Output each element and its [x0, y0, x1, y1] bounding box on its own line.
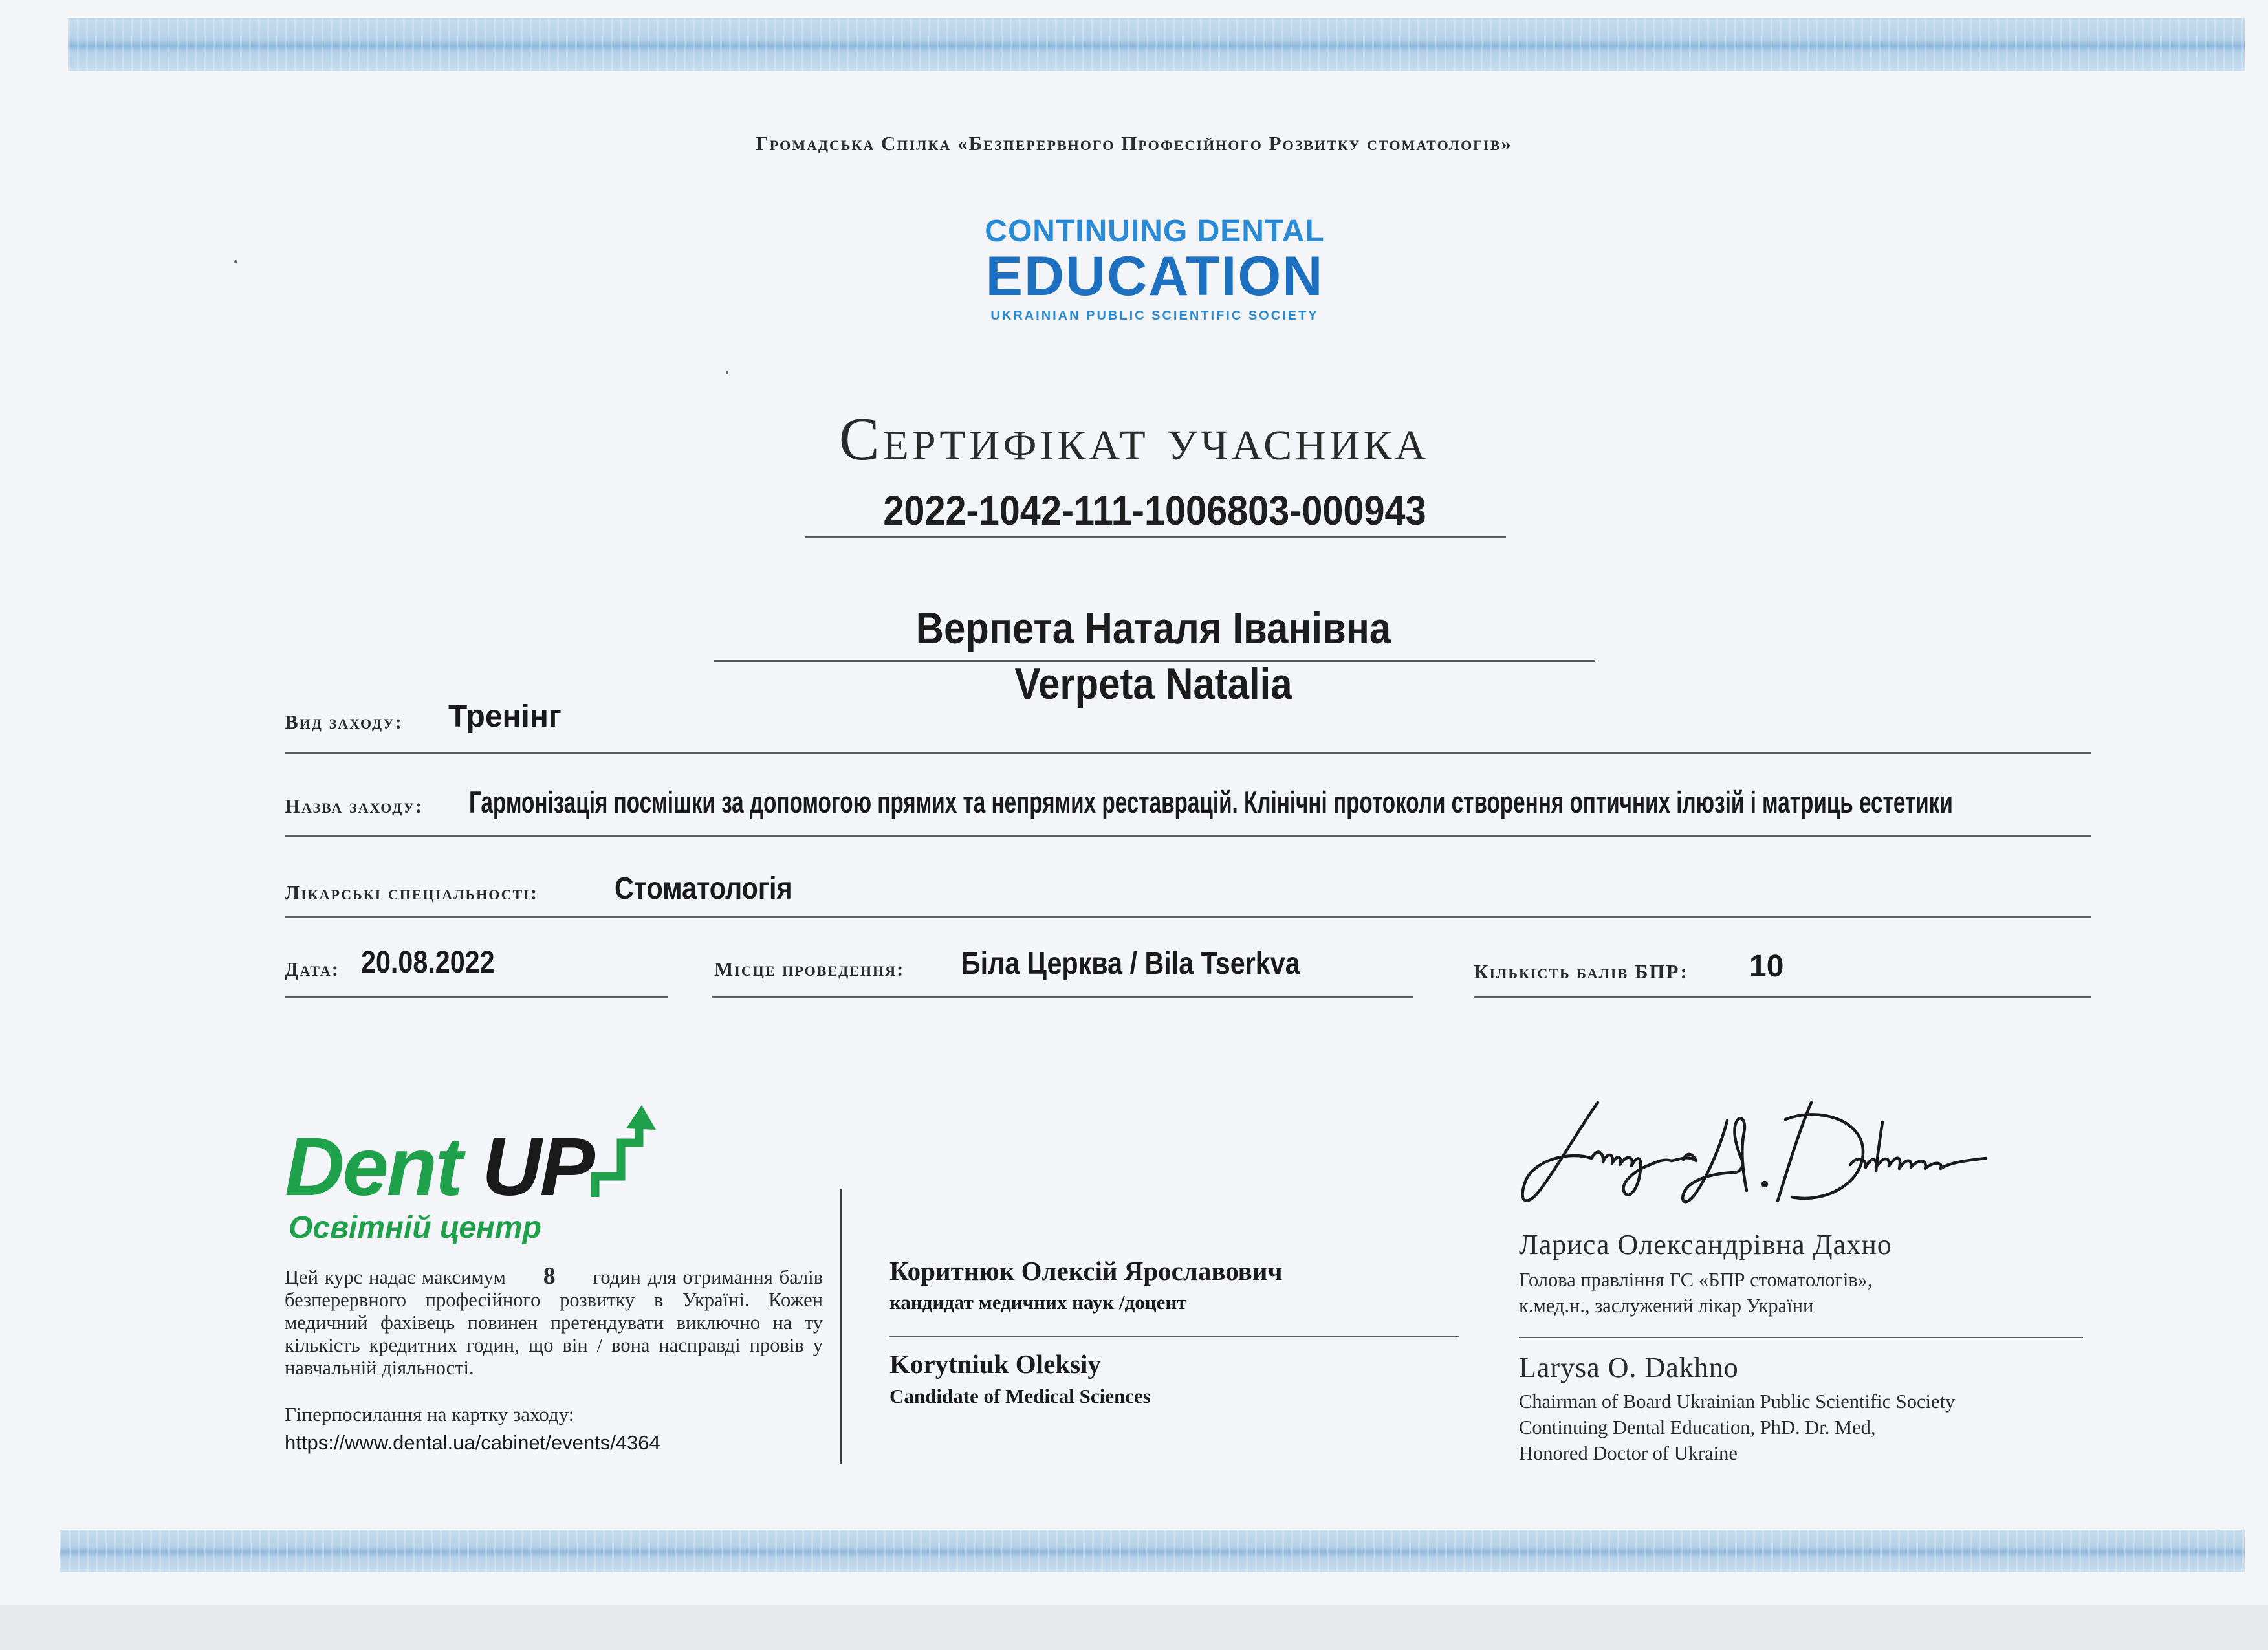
- lecturer-title-uk: кандидат медичних наук /доцент: [889, 1291, 1187, 1314]
- dentup-logo: [285, 1100, 673, 1255]
- points-value: 10: [1749, 949, 1784, 984]
- cde-logo: [964, 214, 1346, 330]
- signatory-role-uk-2: к.мед.н., заслужений лікар України: [1519, 1295, 1814, 1317]
- vertical-divider: [840, 1189, 842, 1464]
- signatory-role-en-3: Honored Doctor of Ukraine: [1519, 1442, 1738, 1464]
- date-underline: [285, 996, 668, 998]
- points-label: Кількість балів БПР:: [1474, 960, 1688, 983]
- cde-logo-line3: UKRAINIAN PUBLIC SCIENTIFIC SOCIETY: [990, 309, 1319, 323]
- signatory-role-uk-1: Голова правління ГС «БПР стоматологів»,: [1519, 1269, 1873, 1291]
- event-name-label: Назва заходу:: [285, 795, 424, 817]
- signatory-divider: [1519, 1337, 2083, 1338]
- date-label: Дата:: [285, 958, 340, 980]
- signatory-name-en: Larysa O. Dakhno: [1519, 1352, 1739, 1383]
- place-value: Біла Церква / Bila Tserkva: [961, 947, 1300, 981]
- participant-name-uk: Верпета Наталя Іванівна: [915, 604, 1391, 653]
- specialties-underline: [285, 916, 2091, 918]
- event-type-value: Тренінг: [448, 699, 562, 734]
- dentup-logo-subtitle: Освітній центр: [289, 1211, 541, 1245]
- cde-logo-line1: CONTINUING DENTAL: [985, 214, 1325, 248]
- certificate-number: 2022-1042-111-1006803-000943: [883, 487, 1426, 534]
- lecturer-name-en: Korytniuk Oleksiy: [889, 1349, 1101, 1379]
- signatory-name-uk: Лариса Олександрівна Дахно: [1519, 1229, 1892, 1260]
- points-underline: [1474, 996, 2091, 998]
- bottom-decorative-band: [60, 1530, 2245, 1572]
- event-type-underline: [285, 752, 2091, 754]
- lecturer-divider: [889, 1336, 1459, 1337]
- dentup-logo-wordmark: [285, 1119, 593, 1215]
- participant-name-en: Verpeta Natalia: [1014, 659, 1292, 709]
- society-name: Громадська Спілка «Безперервного Професійного Розвитку стоматологів»: [756, 132, 1512, 155]
- course-hours-value: 8: [543, 1262, 556, 1290]
- handwritten-signature: [1514, 1094, 1992, 1223]
- dentup-logo-up: UP: [482, 1121, 593, 1213]
- event-type-label: Вид заходу:: [285, 710, 403, 733]
- scan-speck: [726, 371, 728, 374]
- place-label: Місце проведення:: [714, 958, 905, 980]
- number-underline: [805, 536, 1506, 538]
- dentup-logo-dent: Dent: [285, 1121, 482, 1213]
- signatory-role-en-1: Chairman of Board Ukrainian Public Scientific Society: [1519, 1391, 1956, 1413]
- event-link-url[interactable]: https://www.dental.ua/cabinet/events/4364: [285, 1431, 660, 1454]
- event-name-underline: [285, 835, 2091, 837]
- growth-arrow-icon: [589, 1100, 673, 1210]
- cde-logo-line2: EDUCATION: [985, 245, 1324, 307]
- specialties-value: Стоматологія: [615, 872, 792, 906]
- signatory-role-en-2: Continuing Dental Education, PhD. Dr. Med,: [1519, 1416, 1876, 1438]
- scan-background-edge: [0, 1605, 2268, 1650]
- date-value: 20.08.2022: [361, 945, 495, 980]
- certificate-title: Сертифікат учасника: [838, 406, 1430, 473]
- lecturer-title-en: Candidate of Medical Sciences: [889, 1385, 1151, 1407]
- scan-speck: [234, 260, 237, 263]
- event-name-value: Гармонізація посмішки за допомогою прямих та непрямих реставрацій. Клінічні протоколи створення оптичних ілюзій і матриць естетики: [469, 785, 1953, 819]
- lecturer-name-uk: Коритнюк Олексій Ярославович: [889, 1256, 1283, 1286]
- top-decorative-band: [68, 18, 2245, 71]
- specialties-label: Лікарські спеціальності:: [285, 881, 539, 904]
- event-link-label: Гіперпосилання на картку заходу:: [285, 1403, 574, 1425]
- place-underline: [712, 996, 1413, 998]
- course-note-end: годин для отримання балів безперервного професійного розвитку в Україні. Кожен медичний фахівець повинен претендувати виключно на ту кількість кредитних годин, що він / вона насправді провів у навчальній діяльності.: [285, 1266, 823, 1379]
- course-note-start: Цей курс надає максимум: [285, 1266, 506, 1288]
- course-hours-note: [285, 1262, 823, 1380]
